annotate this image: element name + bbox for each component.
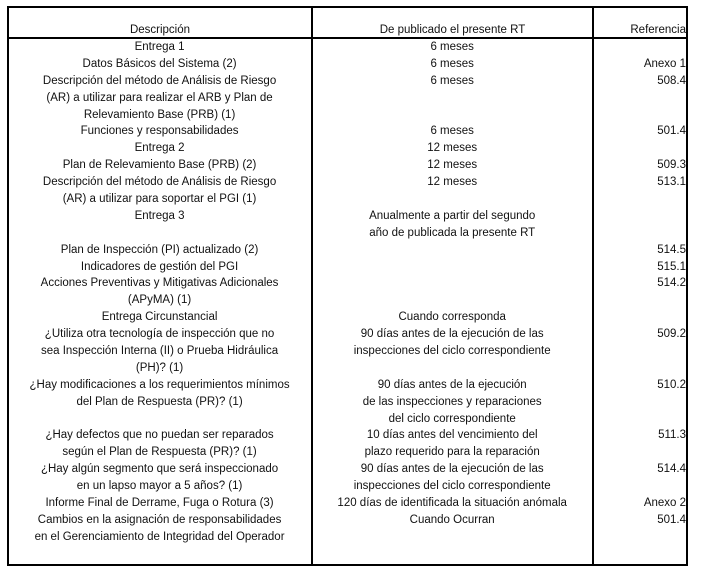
- cell-line: 509.3: [657, 159, 687, 172]
- cell-line: Informe Final de Derrame, Fuga o Rotura (3): [45, 497, 274, 510]
- cell-line: [312, 242, 592, 259]
- reference-cell: [594, 174, 686, 208]
- table-row: [9, 73, 686, 124]
- requirements-table: [7, 6, 688, 566]
- cell-line: [594, 208, 686, 225]
- cell-line: [594, 394, 686, 411]
- deadline-cell: [312, 377, 592, 428]
- cell-line: Cambios en la asignación de responsabilidades: [37, 513, 282, 526]
- table-row: [9, 123, 686, 140]
- description-cell: [9, 174, 310, 208]
- deadline-cell: [312, 208, 592, 242]
- cell-line: Descripción del método de Análisis de Riesgo: [42, 74, 277, 87]
- reference-cell: [594, 495, 686, 512]
- cell-line: [594, 411, 686, 428]
- cell-line: [594, 90, 686, 107]
- description-cell: [9, 242, 310, 259]
- cell-line: Entrega 2: [134, 142, 185, 155]
- cell-line: [594, 529, 686, 546]
- table-row: [9, 377, 686, 428]
- table-row: [9, 309, 686, 326]
- cell-line: 510.2: [657, 378, 687, 391]
- cell-line: [312, 107, 592, 124]
- reference-cell: [594, 377, 686, 428]
- description-cell: [9, 309, 310, 326]
- description-cell: [9, 377, 310, 428]
- reference-cell: [594, 461, 686, 495]
- deadline-cell: [312, 427, 592, 461]
- cell-line: 501.4: [657, 513, 687, 526]
- table-row: [9, 427, 686, 461]
- header-plazo: De publicado el presente RT: [379, 24, 526, 36]
- cell-line: Descripción del método de Análisis de Riesgo: [42, 176, 277, 189]
- cell-line: [594, 309, 686, 326]
- description-cell: [9, 157, 310, 174]
- deadline-cell: [312, 157, 592, 174]
- cell-line: [9, 225, 310, 242]
- cell-line: [594, 478, 686, 495]
- deadline-cell: [312, 242, 592, 259]
- cell-line: [594, 360, 686, 377]
- cell-line: inspecciones del ciclo correspondiente: [353, 480, 551, 493]
- cell-line: Funciones y responsabilidades: [80, 125, 239, 138]
- cell-line: [594, 107, 686, 124]
- cell-line: inspecciones del ciclo correspondiente: [353, 345, 551, 358]
- cell-line: ¿Hay modificaciones a los requerimientos mínimos: [29, 378, 290, 391]
- deadline-cell: [312, 140, 592, 157]
- description-cell: [9, 39, 310, 56]
- reference-cell: [594, 512, 686, 546]
- cell-line: en el Gerenciamiento de Integridad del Operador: [34, 530, 285, 543]
- description-cell: [9, 259, 310, 276]
- table-body: [9, 39, 686, 546]
- table-row: [9, 174, 686, 208]
- deadline-cell: [312, 123, 592, 140]
- cell-line: [594, 140, 686, 157]
- cell-line: Plan de Inspección (PI) actualizado (2): [60, 243, 259, 256]
- cell-line: Indicadores de gestión del PGI: [80, 260, 239, 273]
- cell-line: 12 meses: [427, 176, 478, 189]
- header-descripcion: Descripción: [129, 24, 191, 36]
- reference-cell: [594, 275, 686, 309]
- description-cell: [9, 495, 310, 512]
- cell-line: año de publicada la presente RT: [369, 226, 536, 239]
- table-row: [9, 39, 686, 56]
- table-row: [9, 461, 686, 495]
- cell-line: [594, 39, 686, 56]
- table-row: [9, 275, 686, 309]
- cell-line: 90 días antes de la ejecución de las: [360, 463, 544, 476]
- cell-line: [312, 292, 592, 309]
- cell-line: de las inspecciones y reparaciones: [362, 395, 542, 408]
- cell-line: [594, 292, 686, 309]
- cell-line: Plan de Relevamiento Base (PRB) (2): [62, 159, 257, 172]
- cell-line: Entrega Circunstancial: [101, 311, 218, 324]
- table-row: [9, 326, 686, 377]
- cell-line: Acciones Preventivas y Mitigativas Adicionales: [40, 277, 279, 290]
- cell-line: (APyMA) (1): [127, 294, 192, 307]
- deadline-cell: [312, 174, 592, 208]
- table-row: [9, 140, 686, 157]
- cell-line: 514.4: [657, 463, 687, 476]
- cell-line: Anexo 2: [643, 497, 687, 510]
- cell-line: 509.2: [657, 328, 687, 341]
- cell-line: [594, 225, 686, 242]
- description-cell: [9, 461, 310, 495]
- cell-line: Anualmente a partir del segundo: [369, 209, 536, 222]
- cell-line: [312, 90, 592, 107]
- reference-cell: [594, 242, 686, 259]
- description-cell: [9, 123, 310, 140]
- cell-line: Cuando corresponda: [398, 311, 506, 324]
- reference-cell: [594, 39, 686, 56]
- cell-line: 501.4: [657, 125, 687, 138]
- header-referencia: Referencia: [630, 24, 686, 36]
- reference-cell: [594, 56, 686, 73]
- reference-cell: [594, 326, 686, 377]
- description-cell: [9, 275, 310, 309]
- cell-line: plazo requerido para la reparación: [364, 446, 540, 459]
- table-row: [9, 157, 686, 174]
- description-cell: [9, 208, 310, 242]
- cell-line: 6 meses: [430, 125, 474, 138]
- cell-line: [594, 191, 686, 208]
- cell-line: [312, 360, 592, 377]
- reference-cell: [594, 123, 686, 140]
- cell-line: 90 días antes de la ejecución de las: [360, 328, 544, 341]
- description-cell: [9, 512, 310, 546]
- cell-line: (PH)? (1): [135, 361, 184, 374]
- cell-line: 12 meses: [427, 142, 478, 155]
- cell-line: [9, 411, 310, 428]
- cell-line: 12 meses: [427, 159, 478, 172]
- deadline-cell: [312, 309, 592, 326]
- cell-line: Cuando Ocurran: [409, 513, 495, 526]
- table-row: [9, 495, 686, 512]
- cell-line: (AR) a utilizar para soportar el PGI (1): [62, 193, 257, 206]
- cell-line: 514.5: [657, 243, 687, 256]
- deadline-cell: [312, 56, 592, 73]
- cell-line: (AR) a utilizar para realizar el ARB y Plan de: [46, 91, 273, 104]
- cell-line: 515.1: [657, 260, 687, 273]
- cell-line: [312, 259, 592, 276]
- cell-line: según el Plan de Respuesta (PR)? (1): [62, 446, 257, 459]
- cell-line: ¿Utiliza otra tecnología de inspección que no: [44, 328, 275, 341]
- table-row: [9, 259, 686, 276]
- deadline-cell: [312, 495, 592, 512]
- deadline-cell: [312, 275, 592, 309]
- reference-cell: [594, 73, 686, 124]
- table-row: [9, 208, 686, 242]
- deadline-cell: [312, 259, 592, 276]
- deadline-cell: [312, 512, 592, 546]
- cell-line: [594, 444, 686, 461]
- reference-cell: [594, 140, 686, 157]
- cell-line: [312, 275, 592, 292]
- cell-line: en un lapso mayor a 5 años? (1): [76, 480, 243, 493]
- table-row: [9, 512, 686, 546]
- deadline-cell: [312, 39, 592, 56]
- cell-line: sea Inspección Interna (II) o Prueba Hidráulica: [40, 345, 279, 358]
- cell-line: [594, 343, 686, 360]
- deadline-cell: [312, 73, 592, 124]
- cell-line: Entrega 3: [134, 209, 185, 222]
- table-row: [9, 56, 686, 73]
- cell-line: 513.1: [657, 176, 687, 189]
- cell-line: 6 meses: [430, 57, 474, 70]
- cell-line: Relevamiento Base (PRB) (1): [83, 108, 236, 121]
- reference-cell: [594, 259, 686, 276]
- deadline-cell: [312, 461, 592, 495]
- description-cell: [9, 326, 310, 377]
- cell-line: Datos Básicos del Sistema (2): [82, 57, 237, 70]
- cell-line: del ciclo correspondiente: [388, 412, 516, 425]
- reference-cell: [594, 208, 686, 242]
- reference-cell: [594, 157, 686, 174]
- description-cell: [9, 73, 310, 124]
- cell-line: 10 días antes del vencimiento del: [366, 429, 538, 442]
- cell-line: 120 días de identificada la situación anómala: [337, 497, 567, 510]
- cell-line: Entrega 1: [134, 41, 185, 53]
- description-cell: [9, 427, 310, 461]
- cell-line: 90 días antes de la ejecución: [377, 378, 527, 391]
- table-row: [9, 242, 686, 259]
- cell-line: [312, 191, 592, 208]
- cell-line: ¿Hay algún segmento que será inspeccionado: [40, 463, 279, 476]
- cell-line: 511.3: [658, 429, 687, 442]
- reference-cell: [594, 427, 686, 461]
- reference-cell: [594, 309, 686, 326]
- cell-line: 6 meses: [430, 41, 474, 53]
- description-cell: [9, 56, 310, 73]
- cell-line: 514.2: [657, 277, 687, 290]
- cell-line: [312, 529, 592, 546]
- cell-line: 6 meses: [430, 74, 474, 87]
- cell-line: del Plan de Respuesta (PR)? (1): [76, 395, 243, 408]
- cell-line: Anexo 1: [643, 57, 687, 70]
- cell-line: ¿Hay defectos que no puedan ser reparados: [45, 429, 274, 442]
- deadline-cell: [312, 326, 592, 377]
- description-cell: [9, 140, 310, 157]
- cell-line: 508.4: [657, 74, 687, 87]
